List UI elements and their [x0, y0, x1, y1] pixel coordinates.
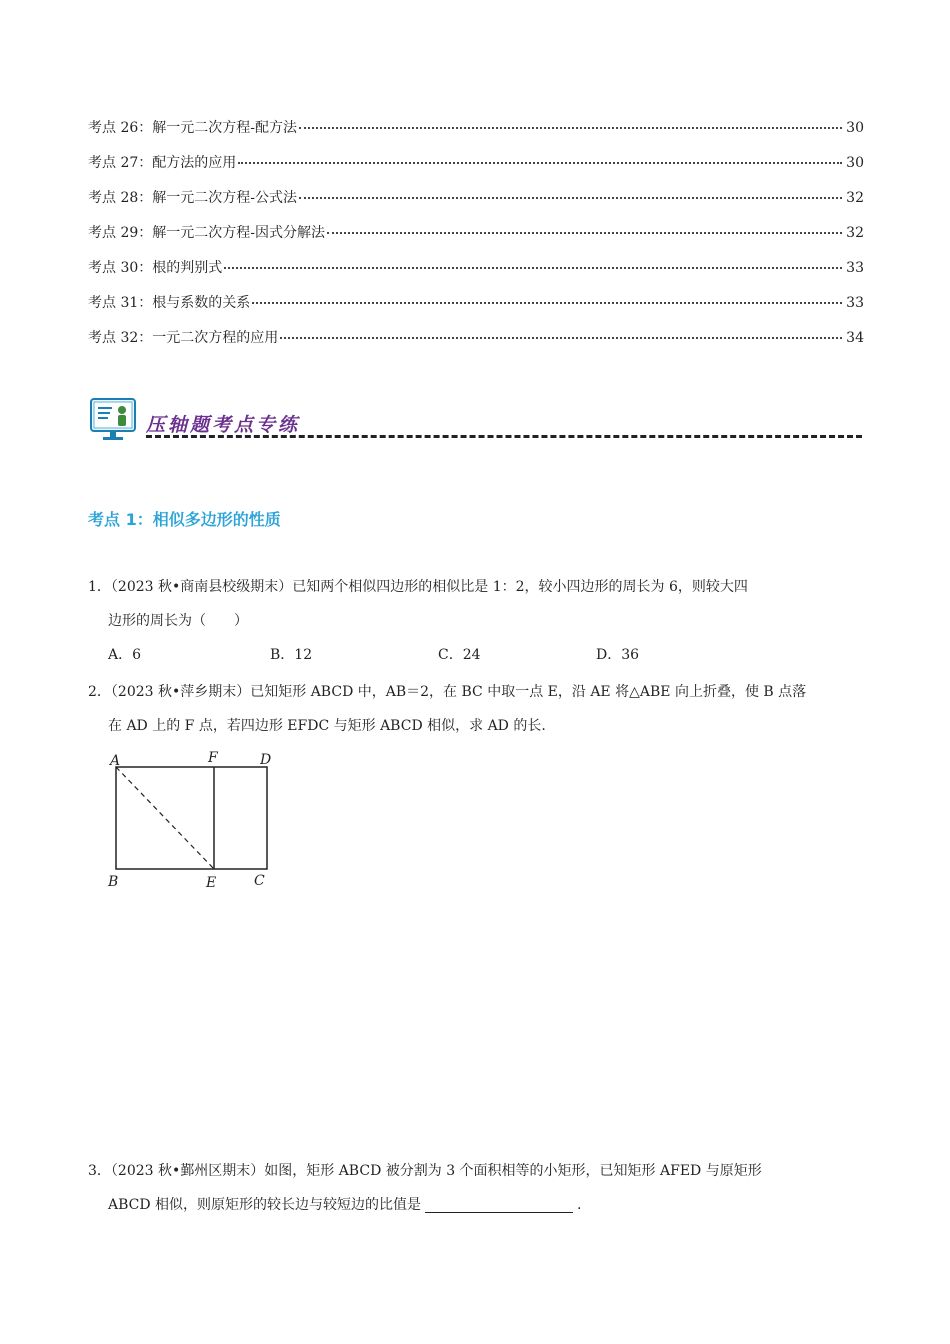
- toc-leader-dots: [299, 197, 842, 199]
- option-a[interactable]: A．6: [108, 647, 142, 663]
- question-3: [88, 1154, 864, 1222]
- toc-item[interactable]: [88, 113, 864, 148]
- table-of-contents: [88, 113, 864, 358]
- toc-item[interactable]: [88, 288, 864, 323]
- toc-leader-dots: [327, 232, 842, 234]
- question-2-line-1: 2．（2023 秋•萍乡期末）已知矩形 ABCD 中，AB＝2，在 BC 中取一点 E，沿 AE 将△ABE 向上折叠，使 B 点落: [88, 684, 807, 700]
- toc-item[interactable]: [88, 148, 864, 183]
- label-f: F: [208, 750, 218, 766]
- toc-item-label: 考点 30：根的判别式: [88, 260, 223, 276]
- question-3-line-1: 3．（2023 秋•鄞州区期末）如图，矩形 ABCD 被分割为 3 个面积相等的小矩形，已知矩形 AFED 与原矩形: [88, 1163, 762, 1179]
- rectangle-abcd: [116, 767, 267, 869]
- question-1-line-1: 1．（2023 秋•商南县校级期末）已知两个相似四边形的相似比是 1：2，较小四边形的周长为 6，则较大四: [88, 579, 748, 595]
- presentation-monitor-icon: [90, 398, 136, 442]
- toc-item-page: 32: [846, 190, 864, 206]
- toc-item-page: 30: [846, 155, 864, 171]
- question-1: [88, 570, 864, 672]
- question-3-line-2: [88, 1188, 864, 1222]
- question-2-line-2: 在 AD 上的 F 点，若四边形 EFDC 与矩形 ABCD 相似，求 AD 的长.: [108, 718, 546, 734]
- toc-item-page: 34: [846, 330, 864, 346]
- label-c: C: [254, 873, 265, 889]
- banner-dashed-rule: [146, 435, 862, 438]
- question-1-line-2: 边形的周长为（ ）: [108, 613, 248, 629]
- option-d[interactable]: D．36: [596, 647, 640, 663]
- toc-item[interactable]: [88, 323, 864, 358]
- section-heading: 考点 1：相似多边形的性质: [88, 510, 281, 529]
- label-e: E: [206, 875, 217, 890]
- rectangle-fold-figure: [104, 748, 284, 890]
- toc-item-label: 考点 31：根与系数的关系: [88, 295, 251, 311]
- answer-blank[interactable]: [425, 1194, 573, 1213]
- label-d: D: [260, 752, 272, 768]
- toc-item-label: 考点 29：解一元二次方程-因式分解法: [88, 225, 325, 241]
- toc-leader-dots: [299, 127, 842, 129]
- toc-item[interactable]: [88, 183, 864, 218]
- toc-item-page: 33: [846, 295, 864, 311]
- toc-item-page: 30: [846, 120, 864, 136]
- toc-item-page: 33: [846, 260, 864, 276]
- banner-title: 压轴题考点专练: [146, 414, 301, 436]
- section-banner: [90, 398, 862, 446]
- label-b: B: [108, 874, 119, 890]
- toc-leader-dots: [238, 162, 842, 164]
- toc-item-label: 考点 28：解一元二次方程-公式法: [88, 190, 297, 206]
- toc-item-label: 考点 32：一元二次方程的应用: [88, 330, 279, 346]
- question-2: [88, 675, 864, 743]
- question-1-options: [88, 638, 864, 672]
- toc-item-label: 考点 27：配方法的应用: [88, 155, 237, 171]
- label-a: A: [110, 753, 121, 769]
- fold-line-ae: [116, 767, 214, 869]
- option-b[interactable]: B．12: [270, 647, 313, 663]
- toc-item[interactable]: [88, 253, 864, 288]
- question-3-line-2-text: ABCD 相似，则原矩形的较长边与较短边的比值是: [108, 1197, 422, 1213]
- toc-leader-dots: [280, 337, 842, 339]
- toc-leader-dots: [252, 302, 842, 304]
- question-3-line-2-end: .: [577, 1197, 582, 1213]
- option-c[interactable]: C．24: [438, 647, 481, 663]
- toc-item-label: 考点 26：解一元二次方程-配方法: [88, 120, 297, 136]
- toc-item[interactable]: [88, 218, 864, 253]
- toc-item-page: 32: [846, 225, 864, 241]
- toc-leader-dots: [224, 267, 842, 269]
